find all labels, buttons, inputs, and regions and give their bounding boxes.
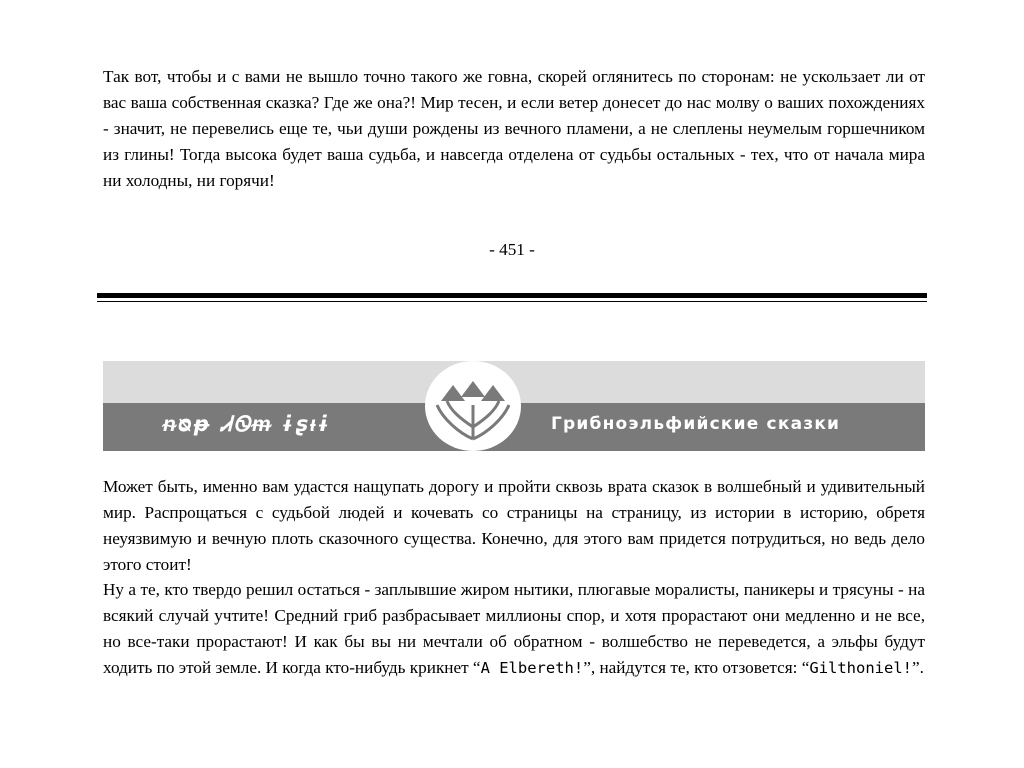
banner-section-title: Грибноэльфийские сказки	[551, 414, 841, 434]
closing-paragraph	[103, 577, 925, 681]
closing-text-end: ”.	[912, 658, 924, 677]
closing-text-start: Ну а те, кто твердо решил остаться - заплывшие жиром нытики, плюгавые моралисты, паникеры и трясуны - на всякий случай учтите! Средний гриб разбрасывает миллионы спор, и хотя прорастают они медленно и не все, но все-таки прорастают! И как бы вы ни мечтали об обратном - волшебство не переведется, а эльфы будут ходить по этой земле. И когда кто-нибудь крикнет “	[103, 580, 925, 677]
elvish-phrase: Gilthoniel!	[809, 659, 913, 677]
page-divider-thin	[97, 301, 927, 302]
banner-elvish-title: ᵰᴓᵽ ᏗᏫᵯ ɨʂᵼɨ	[163, 412, 332, 436]
closing-text-middle: ”, найдутся те, кто отзовется: “	[583, 658, 810, 677]
page-divider	[97, 293, 927, 298]
body-paragraph: Может быть, именно вам удастся нащупать дорогу и пройти сквозь врата сказок в волшебный и удивительный мир. Распрощаться с судьбой людей и кочевать со страницы на страницу, из истории в историю, обретя неуязвимую и вечную плоть сказочного существа. Конечно, для этого вам придется потрудиться, но ведь дело этого стоит!	[103, 477, 925, 574]
mushroom-logo-icon	[413, 361, 533, 451]
body-paragraph: Так вот, чтобы и с вами не вышло точно такого же говна, скорей оглянитесь по сторонам: не ускользает ли от вас ваша собственная сказка? Где же она?! Мир тесен, и если ветер донесет до нас молву о ваших похождениях - значит, не перевелись еще те, чьи души рождены из вечного пламени, а не слеплены неумелым горшечником из глины! Тогда высока будет ваша судьба, и навсегда отделена от судьбы остальных - тех, что от начала мира ни холодны, ни горячи!	[103, 67, 925, 190]
elvish-phrase: A Elbereth!	[480, 659, 584, 677]
page-number: - 451 -	[489, 240, 535, 259]
chapter-banner	[103, 361, 925, 451]
